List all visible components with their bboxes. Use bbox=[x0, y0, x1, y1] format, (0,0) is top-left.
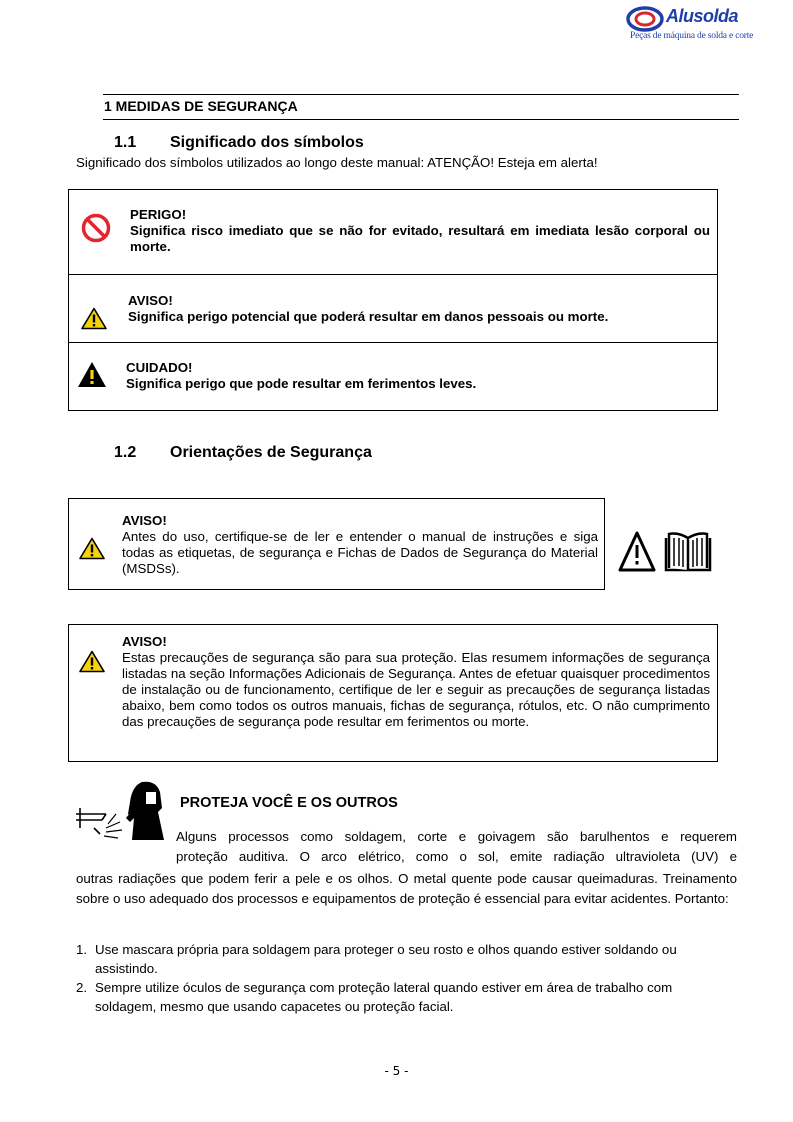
safety-list bbox=[76, 940, 737, 1016]
symbol-row-aviso bbox=[69, 275, 717, 343]
protect-line-2: proteção auditiva. O arco elétrico, como o sol, emite radiação ultravioleta (UV) e bbox=[176, 849, 737, 864]
notice-box-precautions bbox=[68, 624, 718, 762]
logo-swirl-icon bbox=[626, 6, 666, 32]
heading-number: 1.1 bbox=[114, 134, 137, 151]
list-item-number: 1. bbox=[76, 942, 88, 957]
symbol-description: Significa risco imediato que se não for evitado, resultará em imediata lesão corporal ou morte. bbox=[130, 223, 710, 254]
heading-1-2 bbox=[114, 444, 372, 462]
symbol-label: AVISO! bbox=[128, 293, 173, 308]
heading-text: Orientações de Segurança bbox=[170, 444, 372, 461]
notice-text: Antes do uso, certifique-se de ler e entender o manual de instruções e siga todas as etiquetas, de segurança e Fichas de Dados de Segurança do Material (MSDSs). bbox=[122, 529, 598, 576]
protect-line-1: Alguns processos como soldagem, corte e goivagem são barulhentos e requerem bbox=[176, 829, 737, 844]
page-number: - 5 - bbox=[384, 1064, 409, 1078]
heading-number: 1.2 bbox=[114, 444, 137, 461]
notice-label: AVISO! bbox=[122, 634, 167, 649]
read-manual-icon bbox=[618, 530, 714, 574]
warning-outline-icon bbox=[79, 537, 105, 560]
symbols-intro: Significado dos símbolos utilizados ao longo deste manual: ATENÇÃO! Esteja em alerta! bbox=[76, 155, 598, 170]
list-item bbox=[76, 978, 737, 1016]
warning-outline-icon bbox=[81, 307, 107, 330]
section-title: 1 MEDIDAS DE SEGURANÇA bbox=[104, 98, 298, 114]
symbol-label: PERIGO! bbox=[130, 207, 187, 222]
protect-paragraph: outras radiações que podem ferir a pele e os olhos. O metal quente pode causar queimaduras. Treinamento sobre o uso adequado dos processos e equipamentos de proteção é essencial para evitar acidentes. Portanto: bbox=[76, 871, 737, 906]
list-item-text: Use mascara própria para soldagem para proteger o seu rosto e olhos quando estiver soldando ou assistindo. bbox=[95, 942, 677, 976]
notice-label: AVISO! bbox=[122, 513, 167, 528]
notice-text: Estas precauções de segurança são para sua proteção. Elas resumem informações de segurança listadas na seção Informações Adicionais de Segurança. Antes de efetuar quaisquer procedimentos de instalação ou de funcionamento, certifique de ler e seguir as precauções de segurança listadas abaixo, bem como todos os outros manuais, fichas de segurança, rótulos, etc. O não cumprimento das precauções de segurança pode resultar em ferimentos ou morte. bbox=[122, 650, 710, 729]
symbol-description: Significa perigo potencial que poderá resultar em danos pessoais ou morte. bbox=[128, 309, 609, 324]
welder-icon bbox=[72, 778, 168, 844]
protect-title: PROTEJA VOCÊ E OS OUTROS bbox=[180, 795, 398, 811]
symbol-row-perigo bbox=[69, 190, 717, 275]
symbol-row-cuidado bbox=[69, 343, 717, 410]
prohibition-icon bbox=[81, 213, 111, 243]
symbol-description: Significa perigo que pode resultar em ferimentos leves. bbox=[126, 376, 477, 391]
logo-name: Alusolda bbox=[666, 6, 739, 26]
company-logo bbox=[626, 4, 754, 44]
list-item-number: 2. bbox=[76, 980, 88, 995]
list-item-text: Sempre utilize óculos de segurança com proteção lateral quando estiver em área de trabalho com soldagem, mesmo que usando capacetes ou proteção facial. bbox=[95, 980, 673, 1014]
section-header bbox=[103, 94, 739, 120]
symbol-label: CUIDADO! bbox=[126, 360, 193, 375]
logo-tagline: Peças de máquina de solda e corte bbox=[630, 31, 754, 41]
heading-text: Significado dos símbolos bbox=[170, 134, 364, 151]
notice-box-manual bbox=[68, 498, 605, 590]
warning-outline-icon bbox=[79, 650, 105, 673]
list-item bbox=[76, 940, 737, 978]
warning-solid-icon bbox=[77, 361, 107, 388]
symbols-table bbox=[68, 189, 718, 411]
heading-1-1 bbox=[114, 134, 364, 152]
